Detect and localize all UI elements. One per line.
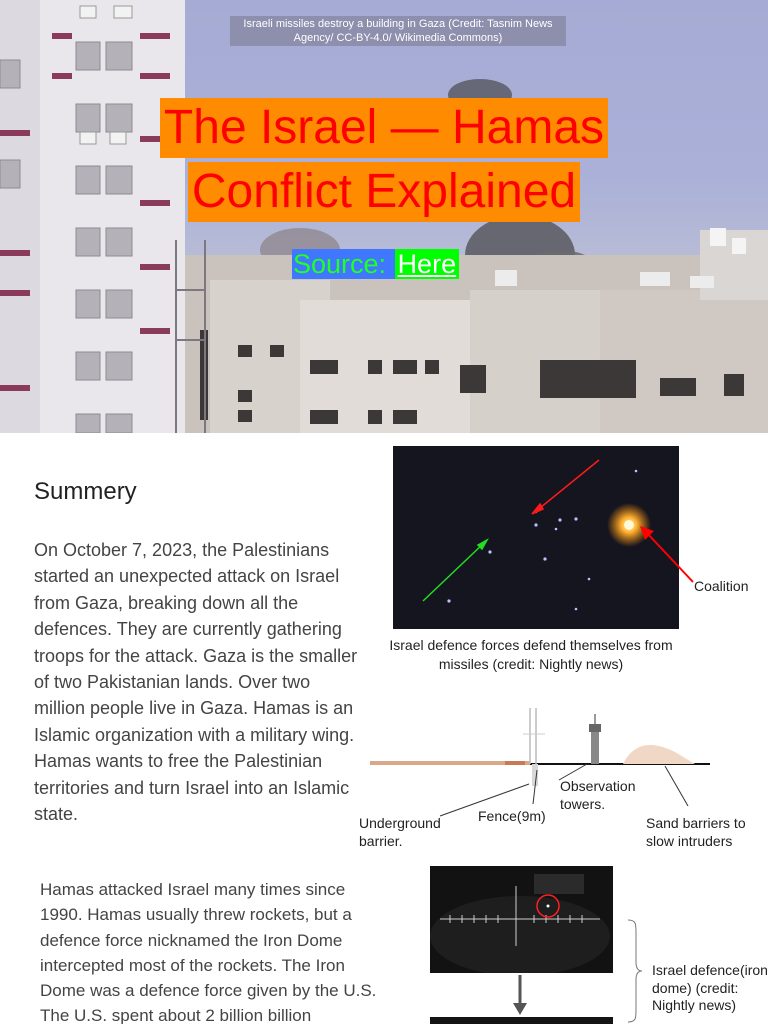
hero-banner bbox=[0, 0, 768, 433]
hero-photo-caption: Israeli missiles destroy a building in Gaza (Credit: Tasnim News Agency/ CC-BY-4.0/ Wikimedia Commons) bbox=[230, 16, 566, 46]
coalition-label: Coalition bbox=[694, 578, 749, 594]
missile-photo-caption: Israel defence forces defend themselves from missiles (credit: Nightly news) bbox=[389, 637, 673, 672]
down-arrow-icon bbox=[510, 975, 530, 1017]
fence-label: Fence(9m) bbox=[478, 808, 546, 824]
source-line bbox=[292, 247, 459, 282]
observation-towers-label: Observation towers. bbox=[560, 778, 636, 812]
iron-dome-caption: Israel defence(iron dome) (credit: Nightly news) bbox=[652, 962, 768, 1013]
summary-paragraph-1: On October 7, 2023, the Palestinians started an unexpected attack on Israel from Gaza, breaking down all the defences. They are currently gathering troops for the attack. Gaza is the smaller of two Pakistanian lands. Over two million people live in Gaza. Hamas is an Islamic organization with a military wing. Hamas wants to free the Palestinian territories and turn Israel into an Islamic state. bbox=[34, 540, 358, 825]
page-title bbox=[0, 98, 768, 222]
source-link[interactable]: Here bbox=[395, 249, 460, 279]
coalition-arrow-icon bbox=[630, 520, 694, 590]
page-title-line-1: The Israel — Hamas bbox=[160, 98, 608, 158]
iron-dome-photo-2 bbox=[430, 1017, 613, 1024]
source-label: Source: bbox=[293, 249, 394, 279]
sand-barriers-label: Sand barriers to slow intruders bbox=[646, 815, 746, 849]
page-title-line-2: Conflict Explained bbox=[188, 162, 580, 222]
underground-barrier-label: Underground barrier. bbox=[359, 815, 441, 849]
iron-dome-photo-1 bbox=[430, 866, 613, 973]
summary-heading: Summery bbox=[34, 478, 137, 505]
brace-icon bbox=[624, 918, 644, 1024]
summary-paragraph-2: Hamas attacked Israel many times since 1990. Hamas usually threw rockets, but a defence force nicknamed the Iron Dome intercepted most of the rockets. The Iron Dome was a defence force given by the U.S. The U.S. spent about 2 billion billion bbox=[40, 880, 377, 1024]
